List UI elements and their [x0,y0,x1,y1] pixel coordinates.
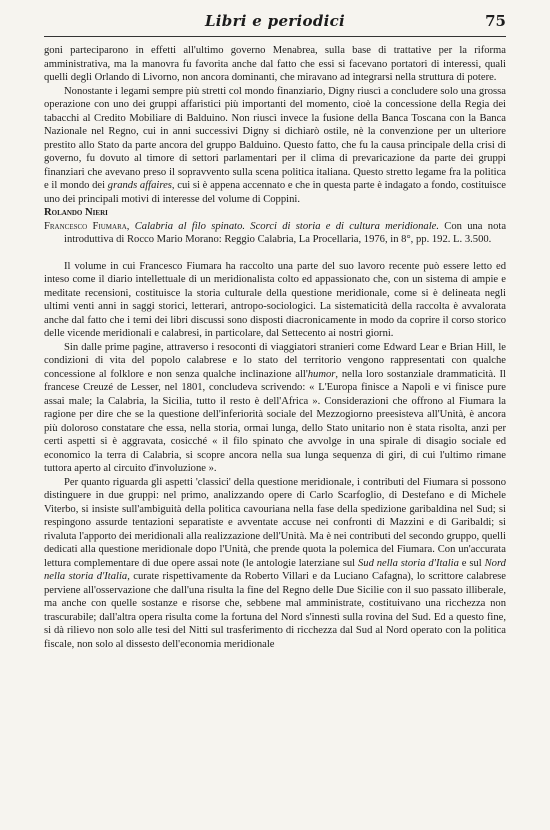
review2-paragraph-2 [44,341,506,476]
review1-author: Rolando Nieri [44,207,108,218]
running-header [44,10,506,37]
section-title: Libri e periodici [204,12,346,30]
review1-p2-emphasis: grands affaires [107,180,172,191]
review1-paragraph-2 [44,85,506,207]
review2-paragraph-3 [44,476,506,652]
review2-p2-text-a: Sin dalle prime pagine, attraverso i resoconti di viaggiatori stranieri come Edward Lear e Brian Hill, le condizioni di vita del popolo calabrese e lo stato del territorio vengono rappresentati con qualche concessione al folklore e non senza qualche inclinazione all' [44,341,506,380]
review2-p2-text-b: , nella loro sostanziale drammaticità. Il francese Creuzé de Lesser, nel 1801, concludeva scrivendo: « L'Europa finisce a Napoli e vi finisce pure assai male; la Calabria, la Sicilia, tutto il resto è dell'Africa ». Considerazioni che offrono al Fiumara la ragione per dire che se la questione dell'inferiorità sociale del Mezzogiorno preesisteva all'Unità, è ancora più doloroso constatare che essa, nella storia, ormai lunga, dello Stato unitario non è stata risolta, anzi per certi aspetti si è aggravata, cosicché « il filo spinato che avvolge in una spirale di disagio sociale ed economico la terra di Calabria, si scopre ancora nella sua lunga sequenza di giri, di cui l'ultimo rimane tuttora aperto al circuito d'involuzione ». [44,368,506,474]
section-gap [44,247,506,260]
review2-p2-emphasis: humor [307,368,336,380]
review2-p3-text-b: , curate rispettivamente da Roberto Villari e da Luciano Cafagna), lo scrittore calabrese perviene all'osservazione che dall'una risulta la fine del Regno delle Due Sicilie con il suo passato illiberale, ma anche con quelle sostanze e risorse che, sebbene mal amministrate, costituivano una ricchezza non trascurabile; dall'altra opera risulta come la fortuna del Nord s'innestì sulla rovina del Sud. Ed a questo fine, si dà rilievo non solo alle tesi del Nitti sul trasferimento di ricchezza dal Sud al Nord operato con la politica fiscale, non solo al dissesto dell'economia meridionale [44,571,506,650]
review2-p3-text-mid: e sul [458,557,485,569]
reference-details: Con una nota introduttiva di Rocco Mario Morano: Reggio Calabria, La Procellaria, 1976, in 8°, pp. 192. L. 3.500. [64,220,507,245]
reference-title: Calabria al filo spinato. Scorci di storia e di cultura meridionale. [134,220,439,232]
review1-p2-text-a: Nonostante i legami sempre più stretti col mondo finanziario, Digny riuscì a concludere solo una grossa operazione con uno dei gruppi affaristici più importanti del momento, cioè la concessione della Regia dei tabacchi al Credito Mobiliare di Balduino. Non riuscì invece la fusione della Banca Toscana con la Banca Nazionale nel Regno, cui in anni successivi Digny si dichiarò ostile, nè la convenzione per un ulteriore prestito allo Stato da parte ancora del gruppo Balduino. Questo fatto, che fu la causa principale della crisi di governo, fu dovuto al timore di settori parlamentari per il clima di prevaricazione da parte dei gruppi finanziari che avevano preso il sopravvento sulla scena politica italiana. Questo stretto legame fra la politica e il mondo dei [44,85,506,191]
review2-p3-emphasis-1: Sud nella storia d'Italia [357,557,459,569]
page-body [44,44,506,651]
review1-paragraph-1: goni parteciparono in effetti all'ultimo governo Menabrea, sulla base di trattative per la riforma amministrativa, ma la manovra fu favorita anche dal fatto che essi si facevano portatori di interessi, quali quelli degli Orlando di Livorno, non ancora dominanti, che miravano ad integrarsi nella struttura di potere. [44,45,506,83]
page-number: 75 [485,12,506,30]
review2-reference [44,220,506,247]
reference-author: Francesco Fiumara, [44,220,130,232]
review1-p2-text-b: , cui si è appena accennato e che in questa parte è indagato a fondo, costituisce uno dei principali motivi di interesse del volume di Coppini. [44,180,506,205]
review2-p3-text-a: Per quanto riguarda gli aspetti 'classici' della questione meridionale, i contributi del Fiumara si possono distinguere in due gruppi: nel primo, analizzando opere di Carlo Scarfoglio, di Destefano e di Michele Viterbo, si insiste sull'ambiguità della politica cavouriana nella fase della spedizione garibaldina nel Sud; si respingono assurde tentazioni separatiste e avventate accuse nei confronti di Mazzini e di Garibaldi; si rivaluta l'apporto dei meridionali alla realizzazione dell'Unità. Ma è nei contributi del secondo gruppo, quelli dedicati alla questione meridionale dopo l'Unità, che prende quota la polemica del Fiumara. Con un'accurata lettura complementare di due opere assai note (le antologie laterziane sul [44,476,506,569]
review2-p3-emphasis-2: Nord nella storia d'Italia [44,557,506,582]
review2-paragraph-1: Il volume in cui Francesco Fiumara ha raccolto una parte del suo lavoro recente può essere letto ed inteso come il diario intellettuale di un meridionalista colto ed appassionato che, con un sistema di ampie e meditate recensioni, costituisce la storia culturale della questione meridionale, come si è delineata negli ultimi venti anni in saggi storici, letterari, antropo-sociologici. La sistematicità della raccolta è avvalorata anche dal fatto che i temi dei libri discussi sono disposti diacronicamente in modo da coprire il corso storico delle vicende meridionali e calabresi, in particolare, dal Settecento ai nostri giorni. [44,260,506,339]
